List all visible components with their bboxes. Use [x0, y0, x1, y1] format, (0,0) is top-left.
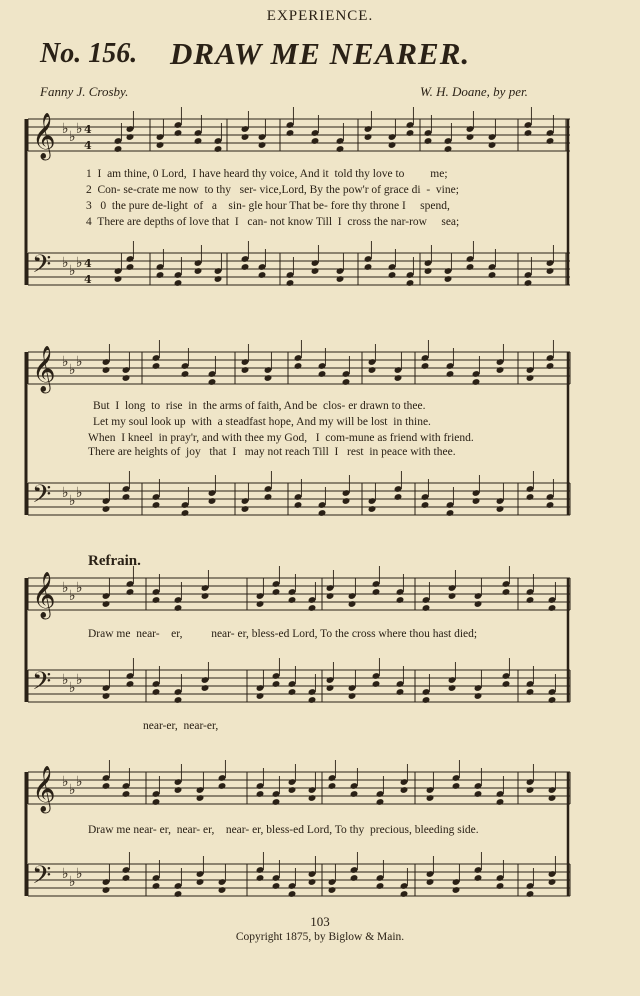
note-head [376, 882, 385, 890]
flat-icon: ♭ [62, 485, 69, 501]
note-head [241, 366, 250, 374]
note-head [201, 592, 210, 600]
note-head [152, 501, 161, 509]
bass-clef-icon: 𝄢 [32, 250, 52, 285]
note-head [102, 505, 111, 513]
note-head [152, 362, 161, 370]
flat-icon: ♭ [76, 774, 83, 790]
note-head [156, 141, 165, 149]
treble-clef-icon: 𝄞 [32, 346, 56, 392]
note-head [102, 782, 111, 790]
bass-clef-icon: 𝄢 [32, 480, 52, 515]
note-head [444, 145, 453, 153]
note-head [546, 362, 555, 370]
flat-icon: ♭ [76, 121, 83, 137]
note-head [424, 137, 433, 145]
note-head [122, 493, 131, 501]
note-head [472, 497, 481, 505]
note-head [364, 133, 373, 141]
note-head [326, 684, 335, 692]
flat-icon: ♭ [76, 866, 83, 882]
note-head [272, 798, 281, 806]
time-signature: 4 [84, 139, 92, 152]
note-head [218, 886, 227, 894]
note-head [406, 129, 415, 137]
note-head [174, 890, 183, 898]
note-head [526, 688, 535, 696]
flat-icon: ♭ [62, 354, 69, 370]
note-head [452, 782, 461, 790]
note-head [448, 684, 457, 692]
note-head [524, 129, 533, 137]
note-head [194, 137, 203, 145]
note-head [308, 794, 317, 802]
note-head [496, 882, 505, 890]
note-head [394, 493, 403, 501]
note-head [294, 362, 303, 370]
note-head [256, 692, 265, 700]
note-head [102, 600, 111, 608]
note-head [488, 271, 497, 279]
note-head [526, 374, 535, 382]
note-head [368, 505, 377, 513]
note-head [424, 267, 433, 275]
note-head [388, 271, 397, 279]
flat-icon: ♭ [69, 680, 76, 696]
verse-4-line-2: There are heights of joy that I may not reach Till I rest in peace with thee. [88, 446, 456, 458]
note-head [174, 696, 183, 704]
note-head [208, 378, 217, 386]
note-head [548, 878, 557, 886]
note-head [448, 592, 457, 600]
note-head [376, 798, 385, 806]
note-head [452, 886, 461, 894]
note-head [218, 782, 227, 790]
verse-4-line-1: 4 There are depths of love that I can- not know Till I cross the nar-row sea; [86, 216, 460, 228]
note-head [256, 874, 265, 882]
note-head [400, 890, 409, 898]
note-head [272, 882, 281, 890]
flat-icon: ♭ [62, 866, 69, 882]
flat-icon: ♭ [69, 874, 76, 890]
note-head [286, 129, 295, 137]
lyricist-credit: Fanny J. Crosby. [40, 84, 129, 99]
note-head [311, 137, 320, 145]
note-head [196, 878, 205, 886]
note-head [348, 692, 357, 700]
note-head [496, 798, 505, 806]
note-head [318, 509, 327, 517]
note-head [174, 129, 183, 137]
note-head [446, 509, 455, 517]
flat-icon: ♭ [62, 121, 69, 137]
note-head [114, 275, 123, 283]
verse-1-line-2: But I long to rise in the arms of faith, And be clos- er drawn to thee. [93, 400, 426, 412]
note-head [308, 604, 317, 612]
note-head [336, 145, 345, 153]
note-head [311, 267, 320, 275]
note-head [256, 600, 265, 608]
flat-icon: ♭ [62, 255, 69, 271]
note-head [472, 378, 481, 386]
note-head [181, 509, 190, 517]
note-head [474, 874, 483, 882]
note-head [394, 374, 403, 382]
note-head [174, 786, 183, 794]
note-head [174, 279, 183, 287]
verse-2-line-1: 2 Con- se-crate me now to thy ser- vice,Lord, By the pow'r of grace di - vine; [86, 184, 459, 196]
note-head [326, 592, 335, 600]
flat-icon: ♭ [76, 485, 83, 501]
note-head [241, 263, 250, 271]
note-head [122, 374, 131, 382]
note-head [496, 505, 505, 513]
refrain-alto-echo: near-er, near-er, [143, 720, 219, 732]
note-head [446, 370, 455, 378]
note-head [126, 588, 135, 596]
note-head [152, 688, 161, 696]
flat-icon: ♭ [62, 774, 69, 790]
note-head [372, 680, 381, 688]
refrain-line-2: Draw me near- er, near- er, near- er, bless-ed Lord, To thy precious, bleeding side. [88, 824, 479, 836]
note-head [421, 501, 430, 509]
note-head [474, 790, 483, 798]
note-head [422, 604, 431, 612]
note-head [328, 782, 337, 790]
note-head [308, 878, 317, 886]
note-head [122, 874, 131, 882]
note-head [396, 688, 405, 696]
note-head [502, 680, 511, 688]
note-head [548, 696, 557, 704]
note-head [194, 267, 203, 275]
note-head [152, 596, 161, 604]
note-head [396, 596, 405, 604]
composer-credit: W. H. Doane, by per. [420, 84, 528, 99]
note-head [488, 141, 497, 149]
verse-3-line-2: When I kneel in pray'r, and with thee my God, I com-mune as friend with friend. [88, 432, 474, 444]
note-head [258, 271, 267, 279]
note-head [286, 279, 295, 287]
note-head [364, 263, 373, 271]
note-head [256, 790, 265, 798]
time-signature: 4 [84, 123, 92, 136]
note-head [288, 596, 297, 604]
note-head [342, 378, 351, 386]
note-head [422, 696, 431, 704]
note-head [336, 275, 345, 283]
note-head [548, 604, 557, 612]
treble-clef-icon: 𝄞 [32, 572, 56, 618]
note-head [122, 790, 131, 798]
flat-icon: ♭ [62, 580, 69, 596]
note-head [264, 374, 273, 382]
note-head [350, 874, 359, 882]
note-head [294, 501, 303, 509]
flat-icon: ♭ [69, 782, 76, 798]
treble-clef-icon: 𝄞 [32, 113, 56, 159]
refrain-line-1: Draw me near- er, near- er, bless-ed Lord, To the cross where thou hast died; [88, 628, 478, 640]
note-head [548, 794, 557, 802]
note-head [241, 505, 250, 513]
note-head [426, 878, 435, 886]
note-head [496, 366, 505, 374]
note-head [348, 600, 357, 608]
note-head [156, 271, 165, 279]
note-head [152, 798, 161, 806]
note-head [474, 600, 483, 608]
note-head [368, 366, 377, 374]
note-head [444, 275, 453, 283]
bass-clef-icon: 𝄢 [32, 667, 52, 702]
flat-icon: ♭ [76, 580, 83, 596]
note-head [126, 133, 135, 141]
flat-icon: ♭ [76, 354, 83, 370]
time-signature: 4 [84, 257, 92, 270]
note-head [546, 267, 555, 275]
note-head [288, 890, 297, 898]
note-head [526, 890, 535, 898]
note-head [258, 141, 267, 149]
treble-clef-icon: 𝄞 [32, 766, 56, 812]
note-head [214, 275, 223, 283]
verse-3-line-1: 3 0 the pure de-light of a sin- gle hour That be- fore thy throne I spend, [86, 200, 450, 212]
hymn-number: No. 156. [40, 38, 138, 69]
note-head [524, 279, 533, 287]
note-head [102, 366, 111, 374]
time-signature: 4 [84, 273, 92, 286]
flat-icon: ♭ [76, 255, 83, 271]
note-head [174, 604, 183, 612]
note-head [288, 786, 297, 794]
flat-icon: ♭ [69, 263, 76, 279]
note-head [526, 493, 535, 501]
flat-icon: ♭ [69, 493, 76, 509]
flat-icon: ♭ [69, 129, 76, 145]
note-head [114, 145, 123, 153]
note-head [526, 596, 535, 604]
copyright-notice: Copyright 1875, by Biglow & Main. [235, 931, 405, 943]
note-head [126, 263, 135, 271]
note-head [466, 263, 475, 271]
note-head [372, 588, 381, 596]
note-head [342, 497, 351, 505]
bass-clef-icon: 𝄢 [32, 861, 52, 896]
flat-icon: ♭ [69, 362, 76, 378]
note-head [502, 588, 511, 596]
note-head [426, 794, 435, 802]
note-head [308, 696, 317, 704]
note-head [400, 786, 409, 794]
note-head [201, 684, 210, 692]
note-head [152, 882, 161, 890]
note-head [102, 886, 111, 894]
page-header: EXPERIENCE. [266, 8, 374, 24]
note-head [181, 370, 190, 378]
refrain-label: Refrain. [88, 553, 141, 569]
flat-icon: ♭ [62, 672, 69, 688]
page-number: 103 [310, 914, 330, 929]
note-head [466, 133, 475, 141]
note-head [272, 680, 281, 688]
note-head [328, 886, 337, 894]
note-head [350, 790, 359, 798]
verse-1-line-1: 1 I am thine, 0 Lord, I have heard thy voice, And it told thy love to me; [86, 168, 448, 180]
hymn-title: DRAW ME NEARER. [170, 36, 471, 71]
note-head [288, 688, 297, 696]
note-head [214, 145, 223, 153]
note-head [526, 786, 535, 794]
flat-icon: ♭ [69, 588, 76, 604]
note-head [208, 497, 217, 505]
note-head [196, 794, 205, 802]
note-head [272, 588, 281, 596]
note-head [421, 362, 430, 370]
flat-icon: ♭ [76, 672, 83, 688]
note-head [241, 133, 250, 141]
note-head [474, 692, 483, 700]
note-head [264, 493, 273, 501]
note-head [546, 137, 555, 145]
note-head [126, 680, 135, 688]
note-head [102, 692, 111, 700]
note-head [318, 370, 327, 378]
verse-2-line-2: Let my soul look up with a steadfast hope, And my will be lost in thine. [93, 416, 431, 428]
note-head [406, 279, 415, 287]
note-head [388, 141, 397, 149]
note-head [546, 501, 555, 509]
